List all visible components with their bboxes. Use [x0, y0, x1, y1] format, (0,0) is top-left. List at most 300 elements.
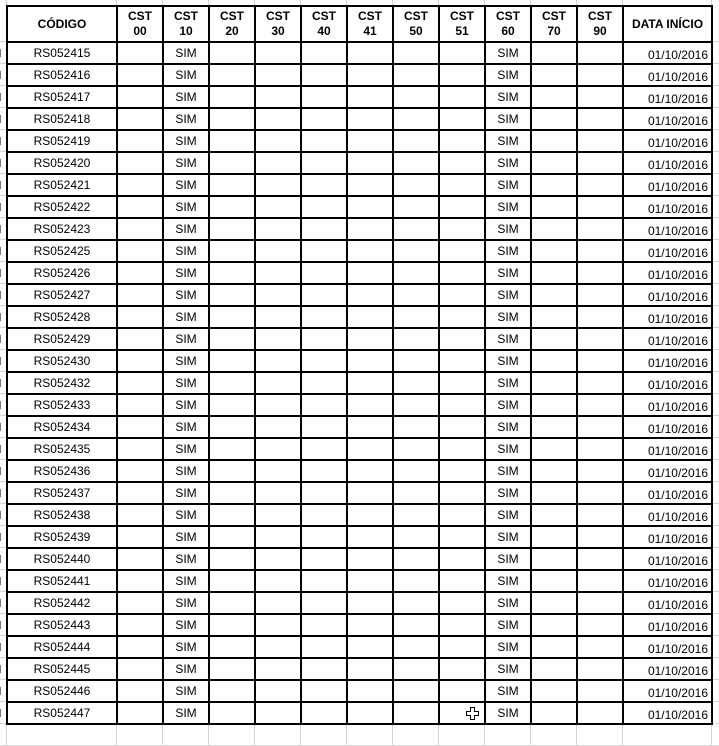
cell-cst40[interactable] — [300, 195, 348, 219]
cell-cst40[interactable] — [300, 63, 348, 87]
cell-cst20[interactable] — [208, 547, 256, 571]
cell-cst90[interactable] — [576, 591, 624, 615]
cell-cst30[interactable] — [254, 63, 302, 87]
cell-cst10[interactable] — [162, 239, 210, 263]
cell-cst50[interactable] — [392, 701, 440, 725]
cell-data_inicio[interactable] — [622, 283, 713, 307]
cell-cst41[interactable] — [346, 371, 394, 395]
cell-cst51[interactable] — [438, 195, 486, 219]
cell-cst51[interactable] — [438, 437, 486, 461]
cell-cst51[interactable] — [438, 283, 486, 307]
cell-cst51[interactable] — [438, 305, 486, 329]
cell-cst60[interactable] — [484, 437, 532, 461]
cell-cst90[interactable] — [576, 217, 624, 241]
column-header-cst40[interactable] — [300, 5, 348, 43]
cell-cst41[interactable] — [346, 349, 394, 373]
cell-cst10[interactable] — [162, 613, 210, 637]
cell-cst00[interactable] — [116, 701, 164, 725]
cell-cst60[interactable] — [484, 679, 532, 703]
cell-cst40[interactable] — [300, 371, 348, 395]
cell-data_inicio[interactable] — [622, 503, 713, 527]
cell-cst50[interactable] — [392, 327, 440, 351]
cell-cst51[interactable] — [438, 657, 486, 681]
cell-cst51[interactable] — [438, 635, 486, 659]
cell-cst51[interactable] — [438, 151, 486, 175]
cell-cst60[interactable] — [484, 239, 532, 263]
cell-cst50[interactable] — [392, 107, 440, 131]
cell-cst70[interactable] — [530, 547, 578, 571]
cell-cst41[interactable] — [346, 239, 394, 263]
cell-cst30[interactable] — [254, 679, 302, 703]
cell-cst51[interactable] — [438, 261, 486, 285]
cell-cst40[interactable] — [300, 525, 348, 549]
cell-data_inicio[interactable] — [622, 525, 713, 549]
cell-cst30[interactable] — [254, 481, 302, 505]
cell-cst51[interactable] — [438, 349, 486, 373]
column-header-data_inicio[interactable] — [622, 5, 713, 43]
cell-cst20[interactable] — [208, 657, 256, 681]
cell-cst10[interactable] — [162, 503, 210, 527]
cell-cst41[interactable] — [346, 657, 394, 681]
cell-cst50[interactable] — [392, 239, 440, 263]
cell-cst60[interactable] — [484, 525, 532, 549]
cell-cst70[interactable] — [530, 41, 578, 65]
cell-cst90[interactable] — [576, 481, 624, 505]
cell-cst50[interactable] — [392, 85, 440, 109]
cell-cst60[interactable] — [484, 41, 532, 65]
cell-cst40[interactable] — [300, 415, 348, 439]
cell-data_inicio[interactable] — [622, 371, 713, 395]
cell-cst20[interactable] — [208, 327, 256, 351]
cell-cst40[interactable] — [300, 283, 348, 307]
cell-cst30[interactable] — [254, 569, 302, 593]
cell-cst20[interactable] — [208, 85, 256, 109]
cell-cst10[interactable] — [162, 591, 210, 615]
cell-cst10[interactable] — [162, 107, 210, 131]
cell-cst40[interactable] — [300, 657, 348, 681]
cell-cst30[interactable] — [254, 217, 302, 241]
cell-cst00[interactable] — [116, 547, 164, 571]
cell-cst41[interactable] — [346, 327, 394, 351]
cell-cst40[interactable] — [300, 217, 348, 241]
cell-cst51[interactable] — [438, 107, 486, 131]
cell-cst30[interactable] — [254, 41, 302, 65]
cell-cst20[interactable] — [208, 613, 256, 637]
cell-cst20[interactable] — [208, 415, 256, 439]
cell-cst51[interactable] — [438, 217, 486, 241]
cell-codigo[interactable] — [6, 85, 118, 109]
cell-cst51[interactable] — [438, 371, 486, 395]
cell-cst00[interactable] — [116, 239, 164, 263]
cell-cst40[interactable] — [300, 393, 348, 417]
cell-cst41[interactable] — [346, 393, 394, 417]
cell-cst90[interactable] — [576, 283, 624, 307]
cell-cst90[interactable] — [576, 129, 624, 153]
cell-cst50[interactable] — [392, 41, 440, 65]
cell-cst30[interactable] — [254, 525, 302, 549]
cell-cst60[interactable] — [484, 459, 532, 483]
cell-cst00[interactable] — [116, 173, 164, 197]
cell-cst41[interactable] — [346, 41, 394, 65]
cell-data_inicio[interactable] — [622, 151, 713, 175]
cell-cst10[interactable] — [162, 481, 210, 505]
cell-cst51[interactable] — [438, 327, 486, 351]
cell-cst30[interactable] — [254, 635, 302, 659]
cell-cst41[interactable] — [346, 261, 394, 285]
cell-cst10[interactable] — [162, 41, 210, 65]
cell-cst51[interactable] — [438, 679, 486, 703]
cell-cst20[interactable] — [208, 437, 256, 461]
cell-codigo[interactable] — [6, 349, 118, 373]
cell-cst90[interactable] — [576, 195, 624, 219]
cell-cst30[interactable] — [254, 107, 302, 131]
cell-cst90[interactable] — [576, 547, 624, 571]
cell-cst00[interactable] — [116, 481, 164, 505]
cell-codigo[interactable] — [6, 239, 118, 263]
cell-cst90[interactable] — [576, 327, 624, 351]
cell-cst30[interactable] — [254, 547, 302, 571]
cell-cst40[interactable] — [300, 481, 348, 505]
cell-data_inicio[interactable] — [622, 41, 713, 65]
cell-cst70[interactable] — [530, 679, 578, 703]
cell-codigo[interactable] — [6, 393, 118, 417]
cell-cst10[interactable] — [162, 701, 210, 725]
cell-cst51[interactable] — [438, 85, 486, 109]
cell-cst30[interactable] — [254, 151, 302, 175]
cell-cst30[interactable] — [254, 459, 302, 483]
cell-cst51[interactable] — [438, 415, 486, 439]
cell-codigo[interactable] — [6, 591, 118, 615]
column-header-cst60[interactable] — [484, 5, 532, 43]
cell-cst30[interactable] — [254, 239, 302, 263]
cell-cst10[interactable] — [162, 173, 210, 197]
cell-cst10[interactable] — [162, 327, 210, 351]
cell-codigo[interactable] — [6, 327, 118, 351]
cell-codigo[interactable] — [6, 41, 118, 65]
cell-cst41[interactable] — [346, 503, 394, 527]
cell-cst60[interactable] — [484, 393, 532, 417]
cell-codigo[interactable] — [6, 459, 118, 483]
cell-cst30[interactable] — [254, 129, 302, 153]
cell-codigo[interactable] — [6, 63, 118, 87]
cell-cst60[interactable] — [484, 195, 532, 219]
cell-cst51[interactable] — [438, 503, 486, 527]
cell-cst60[interactable] — [484, 503, 532, 527]
cell-cst51[interactable] — [438, 459, 486, 483]
cell-data_inicio[interactable] — [622, 657, 713, 681]
cell-cst60[interactable] — [484, 481, 532, 505]
cell-cst41[interactable] — [346, 63, 394, 87]
cell-cst20[interactable] — [208, 569, 256, 593]
cell-cst20[interactable] — [208, 635, 256, 659]
cell-cst30[interactable] — [254, 327, 302, 351]
cell-cst20[interactable] — [208, 503, 256, 527]
cell-cst00[interactable] — [116, 195, 164, 219]
cell-data_inicio[interactable] — [622, 635, 713, 659]
cell-cst30[interactable] — [254, 415, 302, 439]
cell-cst40[interactable] — [300, 129, 348, 153]
cell-cst50[interactable] — [392, 503, 440, 527]
cell-data_inicio[interactable] — [622, 415, 713, 439]
cell-cst50[interactable] — [392, 283, 440, 307]
cell-cst51[interactable] — [438, 547, 486, 571]
cell-codigo[interactable] — [6, 305, 118, 329]
cell-cst90[interactable] — [576, 415, 624, 439]
cell-cst50[interactable] — [392, 393, 440, 417]
cell-cst00[interactable] — [116, 327, 164, 351]
cell-cst70[interactable] — [530, 283, 578, 307]
cell-cst90[interactable] — [576, 107, 624, 131]
cell-cst70[interactable] — [530, 239, 578, 263]
cell-cst90[interactable] — [576, 393, 624, 417]
cell-cst30[interactable] — [254, 371, 302, 395]
cell-cst30[interactable] — [254, 173, 302, 197]
cell-cst90[interactable] — [576, 613, 624, 637]
cell-cst90[interactable] — [576, 459, 624, 483]
cell-cst90[interactable] — [576, 41, 624, 65]
cell-cst41[interactable] — [346, 481, 394, 505]
cell-cst60[interactable] — [484, 173, 532, 197]
cell-cst40[interactable] — [300, 635, 348, 659]
cell-cst10[interactable] — [162, 85, 210, 109]
cell-cst70[interactable] — [530, 415, 578, 439]
cell-cst50[interactable] — [392, 261, 440, 285]
cell-data_inicio[interactable] — [622, 305, 713, 329]
cell-cst70[interactable] — [530, 129, 578, 153]
cell-cst10[interactable] — [162, 525, 210, 549]
cell-cst40[interactable] — [300, 151, 348, 175]
column-header-cst00[interactable] — [116, 5, 164, 43]
cell-cst10[interactable] — [162, 151, 210, 175]
cell-data_inicio[interactable] — [622, 349, 713, 373]
cell-cst70[interactable] — [530, 371, 578, 395]
column-header-cst10[interactable] — [162, 5, 210, 43]
cell-cst60[interactable] — [484, 547, 532, 571]
cell-cst20[interactable] — [208, 41, 256, 65]
cell-cst41[interactable] — [346, 437, 394, 461]
cell-cst51[interactable] — [438, 613, 486, 637]
cell-cst41[interactable] — [346, 525, 394, 549]
cell-data_inicio[interactable] — [622, 547, 713, 571]
cell-data_inicio[interactable] — [622, 437, 713, 461]
cell-cst60[interactable] — [484, 63, 532, 87]
cell-codigo[interactable] — [6, 679, 118, 703]
cell-cst70[interactable] — [530, 261, 578, 285]
cell-codigo[interactable] — [6, 151, 118, 175]
cell-data_inicio[interactable] — [622, 459, 713, 483]
cell-cst70[interactable] — [530, 459, 578, 483]
cell-cst30[interactable] — [254, 393, 302, 417]
cell-cst50[interactable] — [392, 635, 440, 659]
cell-codigo[interactable] — [6, 217, 118, 241]
cell-cst41[interactable] — [346, 85, 394, 109]
cell-cst50[interactable] — [392, 173, 440, 197]
cell-cst90[interactable] — [576, 371, 624, 395]
cell-cst90[interactable] — [576, 173, 624, 197]
cell-cst60[interactable] — [484, 701, 532, 725]
cell-cst41[interactable] — [346, 613, 394, 637]
cell-cst00[interactable] — [116, 151, 164, 175]
cell-cst70[interactable] — [530, 657, 578, 681]
cell-cst60[interactable] — [484, 635, 532, 659]
column-header-cst41[interactable] — [346, 5, 394, 43]
cell-cst70[interactable] — [530, 701, 578, 725]
cell-cst10[interactable] — [162, 569, 210, 593]
cell-cst50[interactable] — [392, 437, 440, 461]
cell-cst20[interactable] — [208, 371, 256, 395]
cell-codigo[interactable] — [6, 283, 118, 307]
cell-cst90[interactable] — [576, 63, 624, 87]
cell-cst51[interactable] — [438, 63, 486, 87]
cell-cst60[interactable] — [484, 349, 532, 373]
cell-cst51[interactable] — [438, 591, 486, 615]
cell-cst90[interactable] — [576, 701, 624, 725]
cell-cst50[interactable] — [392, 613, 440, 637]
cell-cst70[interactable] — [530, 503, 578, 527]
cell-cst90[interactable] — [576, 635, 624, 659]
cell-cst20[interactable] — [208, 525, 256, 549]
cell-cst00[interactable] — [116, 437, 164, 461]
cell-codigo[interactable] — [6, 415, 118, 439]
cell-cst10[interactable] — [162, 305, 210, 329]
cell-cst10[interactable] — [162, 261, 210, 285]
cell-cst51[interactable] — [438, 569, 486, 593]
cell-cst10[interactable] — [162, 371, 210, 395]
cell-cst00[interactable] — [116, 85, 164, 109]
cell-cst00[interactable] — [116, 393, 164, 417]
cell-cst00[interactable] — [116, 459, 164, 483]
cell-cst20[interactable] — [208, 173, 256, 197]
cell-cst10[interactable] — [162, 63, 210, 87]
cell-cst10[interactable] — [162, 437, 210, 461]
cell-data_inicio[interactable] — [622, 613, 713, 637]
cell-codigo[interactable] — [6, 261, 118, 285]
cell-cst40[interactable] — [300, 85, 348, 109]
cell-cst10[interactable] — [162, 415, 210, 439]
cell-data_inicio[interactable] — [622, 129, 713, 153]
cell-cst40[interactable] — [300, 107, 348, 131]
cell-cst00[interactable] — [116, 107, 164, 131]
cell-cst10[interactable] — [162, 349, 210, 373]
column-header-codigo[interactable] — [6, 5, 118, 43]
cell-data_inicio[interactable] — [622, 63, 713, 87]
cell-cst10[interactable] — [162, 459, 210, 483]
cell-cst41[interactable] — [346, 305, 394, 329]
cell-data_inicio[interactable] — [622, 393, 713, 417]
cell-data_inicio[interactable] — [622, 701, 713, 725]
cell-cst41[interactable] — [346, 459, 394, 483]
cell-cst40[interactable] — [300, 503, 348, 527]
cell-cst30[interactable] — [254, 349, 302, 373]
cell-cst50[interactable] — [392, 151, 440, 175]
cell-cst70[interactable] — [530, 349, 578, 373]
cell-cst40[interactable] — [300, 349, 348, 373]
cell-cst60[interactable] — [484, 283, 532, 307]
cell-cst70[interactable] — [530, 481, 578, 505]
column-header-cst51[interactable] — [438, 5, 486, 43]
cell-cst50[interactable] — [392, 569, 440, 593]
cell-cst40[interactable] — [300, 239, 348, 263]
cell-cst00[interactable] — [116, 613, 164, 637]
cell-cst70[interactable] — [530, 195, 578, 219]
cell-cst40[interactable] — [300, 437, 348, 461]
cell-cst41[interactable] — [346, 679, 394, 703]
cell-cst50[interactable] — [392, 591, 440, 615]
cell-cst50[interactable] — [392, 415, 440, 439]
cell-codigo[interactable] — [6, 371, 118, 395]
cell-data_inicio[interactable] — [622, 85, 713, 109]
cell-cst40[interactable] — [300, 173, 348, 197]
cell-cst90[interactable] — [576, 349, 624, 373]
cell-cst40[interactable] — [300, 701, 348, 725]
cell-codigo[interactable] — [6, 525, 118, 549]
cell-cst00[interactable] — [116, 63, 164, 87]
cell-cst30[interactable] — [254, 701, 302, 725]
cell-codigo[interactable] — [6, 437, 118, 461]
cell-cst70[interactable] — [530, 327, 578, 351]
cell-cst20[interactable] — [208, 107, 256, 131]
cell-cst10[interactable] — [162, 393, 210, 417]
cell-cst70[interactable] — [530, 107, 578, 131]
cell-cst60[interactable] — [484, 613, 532, 637]
cell-cst41[interactable] — [346, 151, 394, 175]
cell-cst40[interactable] — [300, 261, 348, 285]
cell-cst90[interactable] — [576, 437, 624, 461]
column-header-cst70[interactable] — [530, 5, 578, 43]
cell-cst41[interactable] — [346, 635, 394, 659]
cell-cst00[interactable] — [116, 305, 164, 329]
cell-cst50[interactable] — [392, 459, 440, 483]
cell-cst90[interactable] — [576, 239, 624, 263]
cell-cst50[interactable] — [392, 63, 440, 87]
cell-cst10[interactable] — [162, 283, 210, 307]
cell-cst90[interactable] — [576, 261, 624, 285]
cell-cst00[interactable] — [116, 129, 164, 153]
cell-cst00[interactable] — [116, 591, 164, 615]
cell-cst41[interactable] — [346, 195, 394, 219]
cell-codigo[interactable] — [6, 195, 118, 219]
cell-cst30[interactable] — [254, 613, 302, 637]
cell-data_inicio[interactable] — [622, 569, 713, 593]
cell-cst90[interactable] — [576, 151, 624, 175]
cell-cst10[interactable] — [162, 635, 210, 659]
cell-cst70[interactable] — [530, 217, 578, 241]
cell-cst20[interactable] — [208, 195, 256, 219]
cell-cst60[interactable] — [484, 217, 532, 241]
cell-cst60[interactable] — [484, 261, 532, 285]
cell-cst00[interactable] — [116, 217, 164, 241]
cell-codigo[interactable] — [6, 657, 118, 681]
cell-cst40[interactable] — [300, 459, 348, 483]
cell-cst40[interactable] — [300, 305, 348, 329]
cell-codigo[interactable] — [6, 547, 118, 571]
cell-cst60[interactable] — [484, 107, 532, 131]
cell-codigo[interactable] — [6, 569, 118, 593]
cell-data_inicio[interactable] — [622, 107, 713, 131]
cell-cst70[interactable] — [530, 569, 578, 593]
cell-cst40[interactable] — [300, 679, 348, 703]
cell-data_inicio[interactable] — [622, 679, 713, 703]
cell-cst30[interactable] — [254, 195, 302, 219]
cell-cst50[interactable] — [392, 371, 440, 395]
cell-cst00[interactable] — [116, 679, 164, 703]
cell-data_inicio[interactable] — [622, 195, 713, 219]
cell-cst30[interactable] — [254, 283, 302, 307]
cell-cst00[interactable] — [116, 657, 164, 681]
cell-cst50[interactable] — [392, 305, 440, 329]
cell-cst70[interactable] — [530, 613, 578, 637]
cell-cst40[interactable] — [300, 591, 348, 615]
